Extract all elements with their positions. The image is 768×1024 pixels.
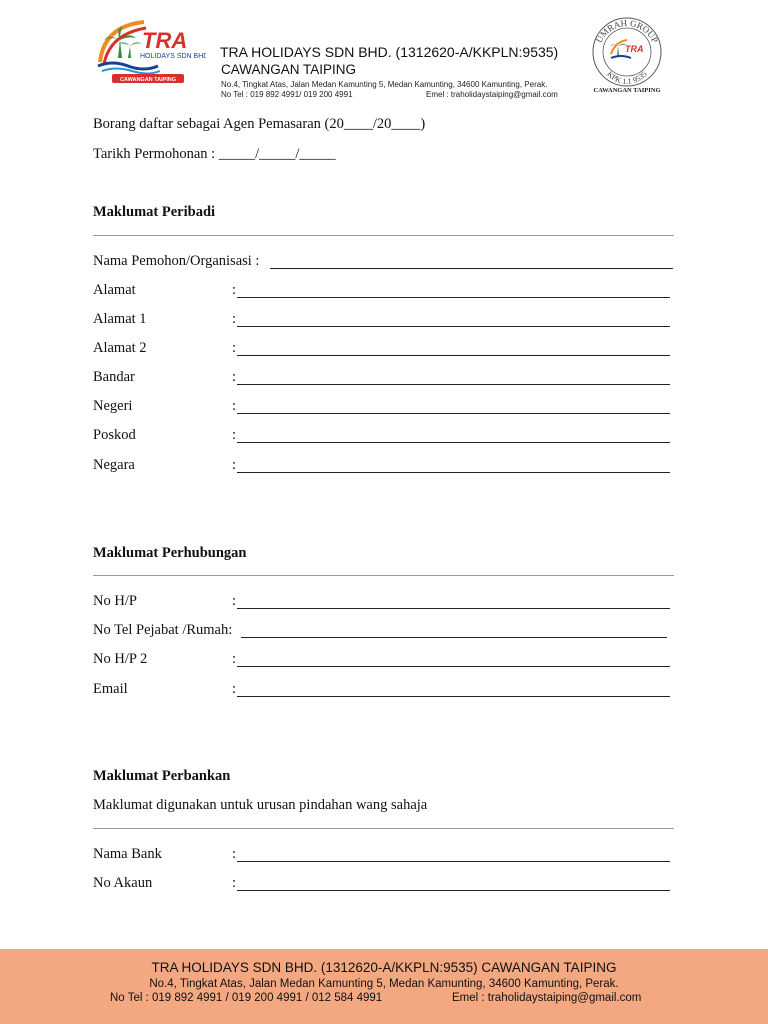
seal-tra-mark: TRA — [625, 44, 644, 54]
field-input-no-hp[interactable] — [237, 608, 670, 609]
field-colon: : — [232, 593, 237, 609]
field-label-no-hp: No H/P — [93, 593, 137, 609]
logo-tagline: HOLIDAYS SDN BHD — [140, 53, 206, 60]
field-input-email[interactable] — [237, 696, 670, 697]
company-logo — [94, 18, 206, 84]
section-heading-perhubungan: Maklumat Perhubungan — [93, 545, 247, 561]
field-label-no-hp-2: No H/P 2 — [93, 651, 148, 667]
field-label-alamat-2: Alamat 2 — [93, 340, 147, 356]
field-label-nama-bank: Nama Bank — [93, 846, 162, 862]
svg-text:KPK 1.1 9535 — [605, 69, 648, 86]
field-input-alamat-1[interactable] — [237, 326, 670, 327]
company-title: TRA HOLIDAYS SDN BHD. (1312620-A/KKPLN:9535) — [220, 44, 559, 60]
field-input-nama-pemohon[interactable] — [270, 268, 673, 269]
field-label-bandar: Bandar — [93, 369, 135, 385]
field-label-alamat: Alamat — [93, 282, 136, 298]
footer-title: TRA HOLIDAYS SDN BHD. (1312620-A/KKPLN:9535) CAWANGAN TAIPING — [151, 960, 617, 975]
field-input-negara[interactable] — [237, 472, 670, 473]
registration-title: Borang daftar sebagai Agen Pemasaran (20____/20____) — [93, 116, 426, 132]
field-input-no-hp-2[interactable] — [237, 666, 670, 667]
field-colon: : — [232, 369, 237, 385]
seal-ring-text: UMRAH GROUP — [593, 17, 661, 45]
seal-caption: CAWANGAN TAIPING — [593, 87, 661, 94]
company-tel: No Tel : 019 892 4991/ 019 200 4991 — [221, 90, 353, 99]
field-label-negeri: Negeri — [93, 398, 133, 414]
company-branch: CAWANGAN TAIPING — [221, 62, 357, 77]
field-colon: : — [232, 457, 237, 473]
field-colon: : — [232, 651, 237, 667]
field-colon: : — [232, 398, 237, 414]
logo-branch-badge: CAWANGAN TAIPING — [119, 77, 177, 83]
field-colon: : — [232, 846, 237, 862]
seal-license: KPK 1.1 9535 — [605, 69, 649, 87]
field-label-no-akaun: No Akaun — [93, 875, 153, 891]
field-input-no-akaun[interactable] — [237, 890, 670, 891]
field-label-alamat-1: Alamat 1 — [93, 311, 147, 327]
footer-address: No.4, Tingkat Atas, Jalan Medan Kamunting 5, Medan Kamunting, 34600 Kamunting, Perak. — [149, 978, 619, 990]
section-heading-perbankan: Maklumat Perbankan — [93, 768, 231, 784]
field-input-alamat-2[interactable] — [237, 355, 670, 356]
section-divider — [93, 575, 674, 576]
footer-tel: No Tel : 019 892 4991 / 019 200 4991 / 012 584 4991 — [110, 992, 383, 1004]
field-colon: : — [232, 875, 237, 891]
company-email: Emel : traholidaystaiping@gmail.com — [426, 90, 558, 99]
field-input-poskod[interactable] — [237, 442, 670, 443]
field-input-negeri[interactable] — [237, 413, 670, 414]
section-divider — [93, 235, 674, 236]
field-label-nama-pemohon: Nama Pemohon/Organisasi : — [93, 253, 260, 269]
field-label-negara: Negara — [93, 457, 135, 473]
field-input-alamat[interactable] — [237, 297, 670, 298]
field-label-no-tel-pejabat: No Tel Pejabat /Rumah: — [93, 622, 233, 638]
section-divider — [93, 828, 674, 829]
field-input-no-tel-pejabat[interactable] — [241, 637, 667, 638]
umrah-group-seal — [587, 14, 667, 94]
footer-email: Emel : traholidaystaiping@gmail.com — [452, 992, 642, 1004]
application-date-line[interactable]: Tarikh Permohonan : _____/_____/_____ — [93, 146, 336, 162]
field-input-bandar[interactable] — [237, 384, 670, 385]
section-note-perbankan: Maklumat digunakan untuk urusan pindahan wang sahaja — [93, 797, 428, 813]
company-address: No.4, Tingkat Atas, Jalan Medan Kamunting 5, Medan Kamunting, 34600 Kamunting, Perak. — [221, 80, 548, 89]
logo-wordmark: TRA — [142, 28, 188, 53]
field-label-email: Email — [93, 681, 128, 697]
field-label-poskod: Poskod — [93, 427, 136, 443]
field-input-nama-bank[interactable] — [237, 861, 670, 862]
field-colon: : — [232, 681, 237, 697]
field-colon: : — [232, 427, 237, 443]
field-colon: : — [232, 311, 237, 327]
field-colon: : — [232, 282, 237, 298]
field-colon: : — [232, 340, 237, 356]
section-heading-peribadi: Maklumat Peribadi — [93, 204, 216, 220]
